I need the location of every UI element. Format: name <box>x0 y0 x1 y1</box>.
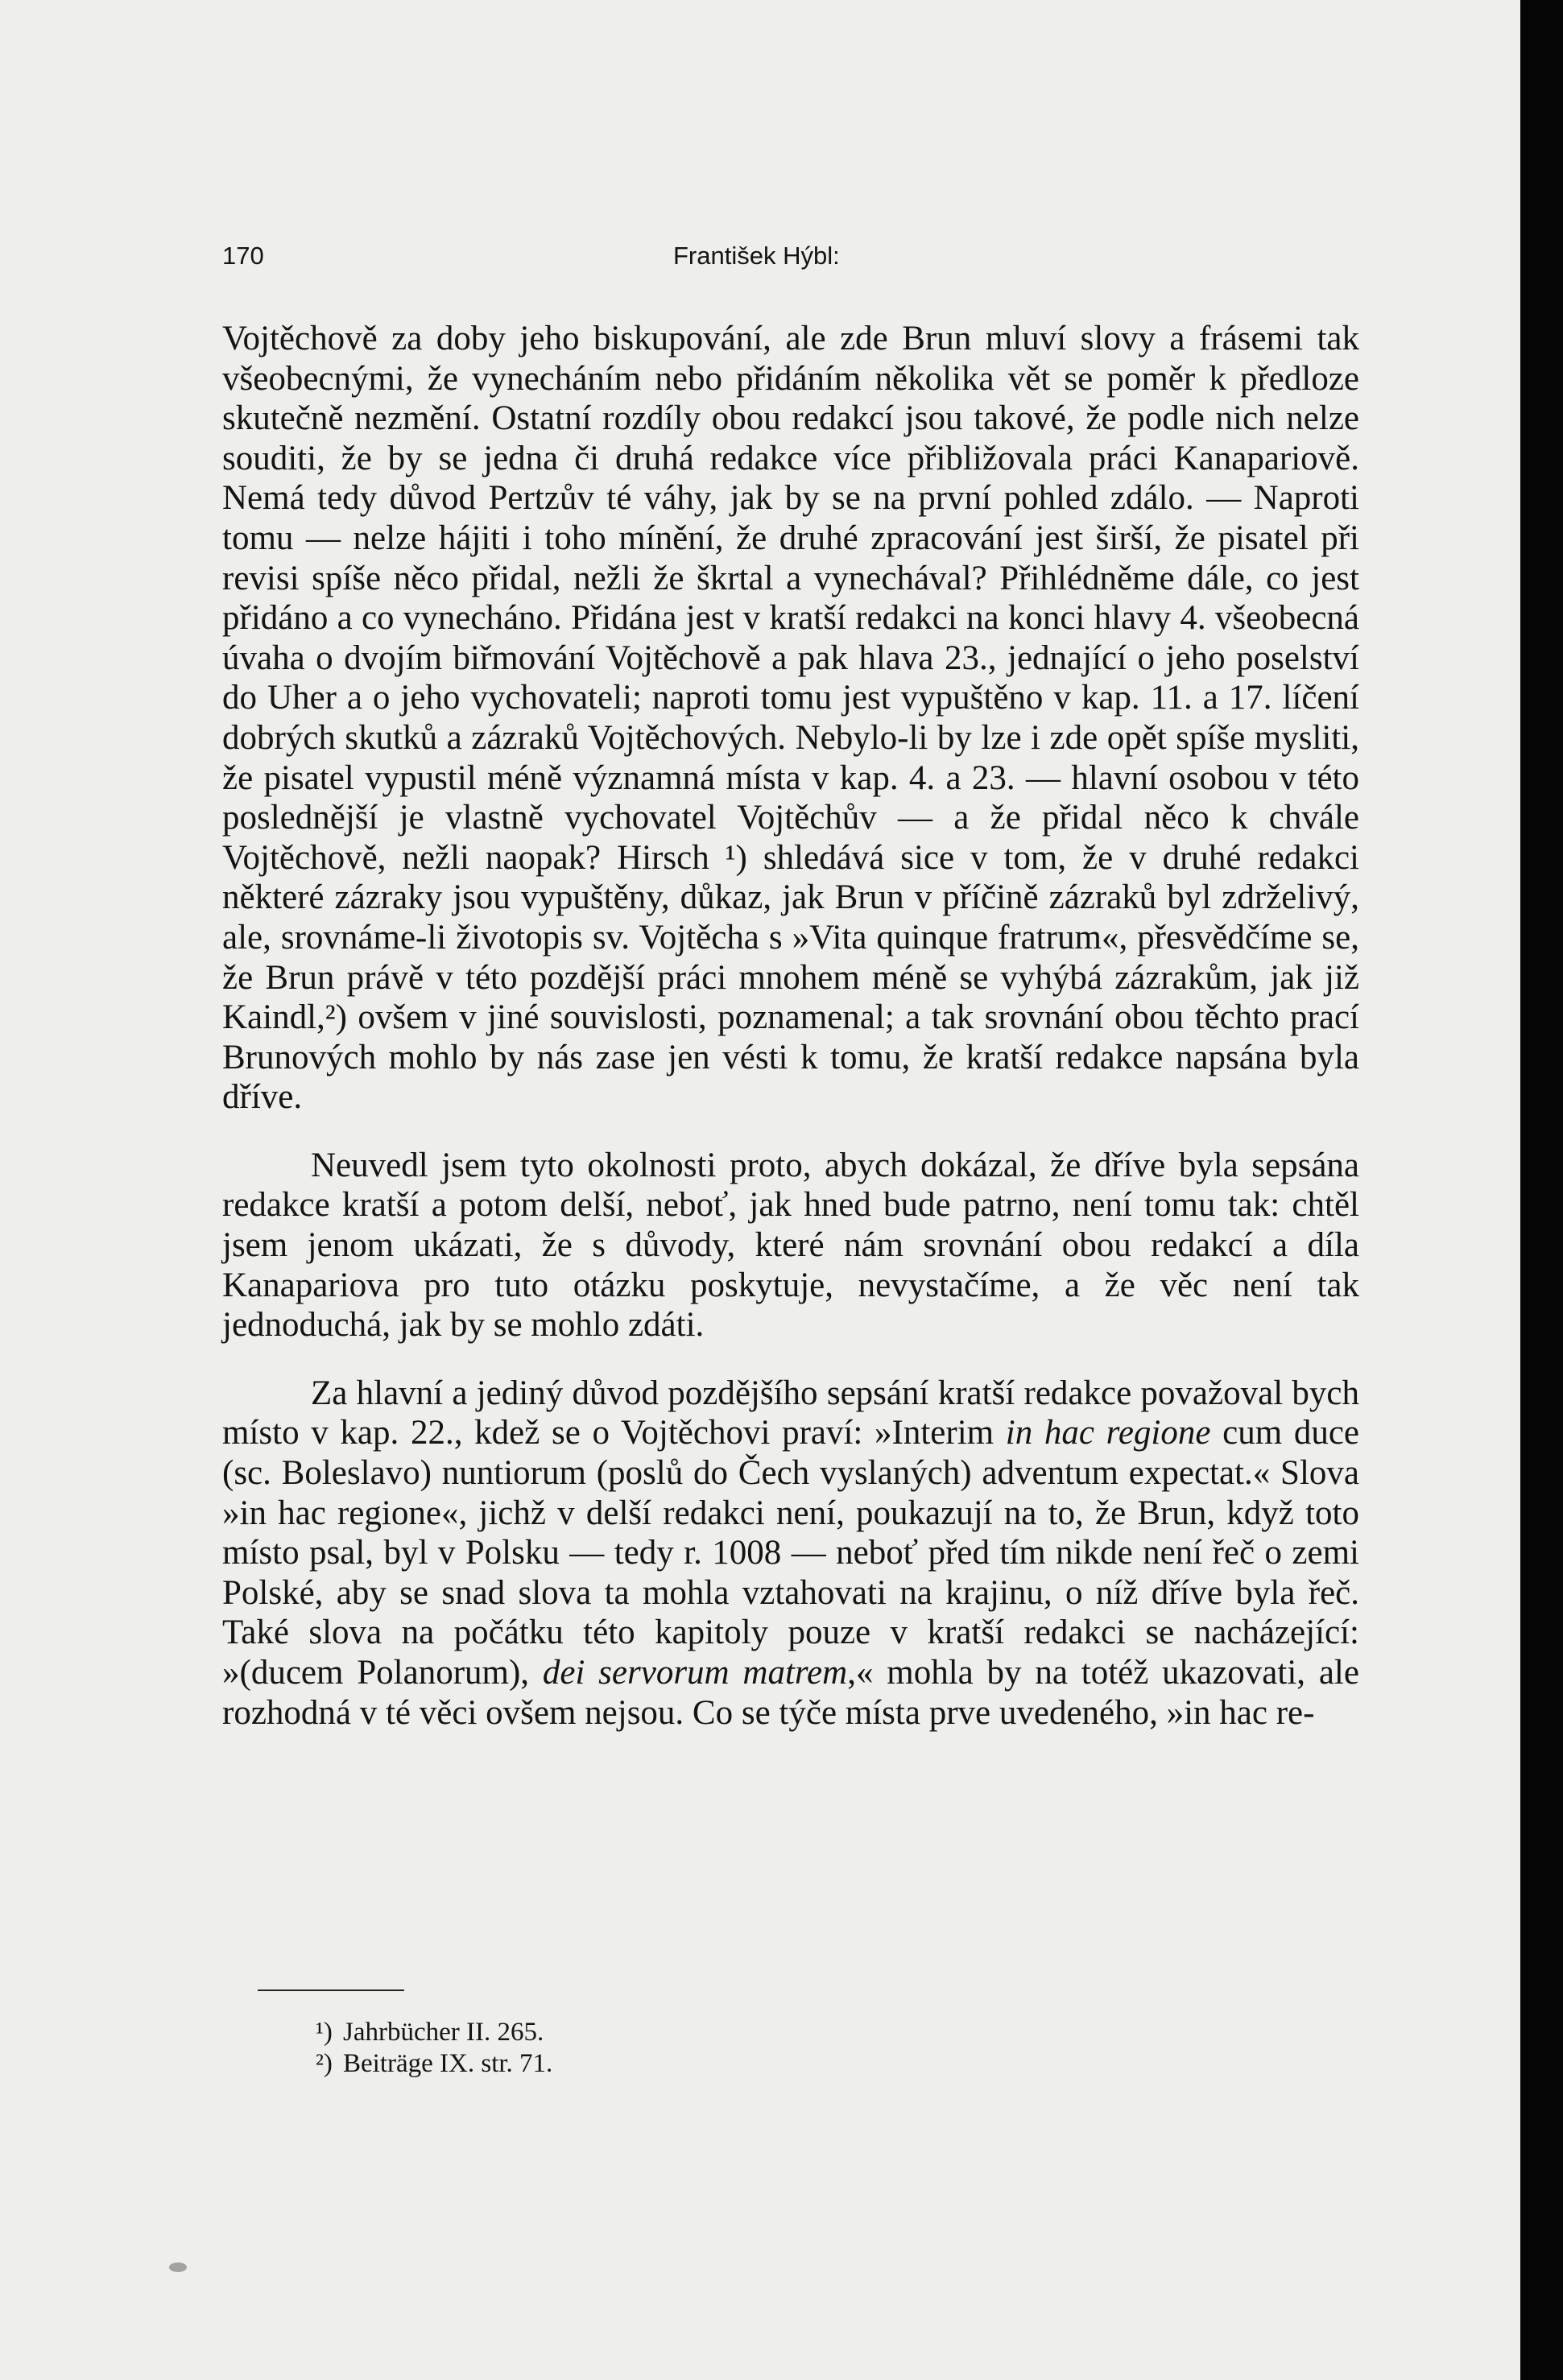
footnote-2 <box>316 2048 552 2080</box>
italic-phrase-2: dei servorum matrem <box>542 1654 848 1692</box>
footnote-text: Beiträge IX. str. 71. <box>343 2049 553 2078</box>
paragraph-1: Vojtěchově za doby jeho biskupování, ale zde Brun mluví slovy a frásemi tak všeobecnými, že vynecháním nebo přidáním několika vět se poměr k předloze skutečně nezmění. Ostatní rozdíly obou redakcí jsou takové, že podle nich nelze souditi, že by se jedna či druhá redakce více přibližovala práci Kanapariově. Nemá tedy důvod Pertzův té váhy, jak by se na první pohled zdálo. — Naproti tomu — nelze hájiti i toho mínění, že druhé zpracování jest širší, že pisatel při revisi spíše něco přidal, nežli že škrtal a vynechával? Přihlédněme dále, co jest přidáno a co vynecháno. Přidána jest v kratší redakci na konci hlavy 4. všeobecná úvaha o dvojím biřmování Vojtěchově a pak hlava 23., jednající o jeho poselství do Uher a o jeho vychovateli; naproti tomu jest vypuštěno v kap. 11. a 17. líčení dobrých skutků a zázraků Vojtěchových. Nebylo-li by lze i zde opět spíše mysliti, že pisatel vypustil méně významná místa v kap. 4. a 23. — hlavní osobou v této poslednější je vlastně vychovatel Vojtěchův — a že přidal něco k chvále Vojtěchově, nežli naopak? Hirsch ¹) shledává sice v tom, že v druhé redakci některé zázraky jsou vypuštěny, důkaz, jak Brun v příčině zázraků byl zdrželivý, ale, srovnáme-li životopis sv. Vojtěcha s »Vita quinque fratrum«, přesvědčíme se, že Brun právě v této pozdější práci mnohem méně se vyhýbá zázrakům, jak již Kaindl,²) ovšem v jiné souvislosti, poznamenal; a tak srovnání obou těchto prací Brunových mohlo by nás zase jen vésti k tomu, že kratší redakce napsána byla dříve. <box>222 320 1359 1117</box>
footnote-divider <box>258 1990 404 1991</box>
paragraph-3-part-2: cum duce (sc. Boleslavo) nuntiorum (poslů do Čech vyslaných) adventum expectat.« Slova »in hac regione«, jichž v delší redakci není, poukazují na to, že Brun, když toto místo psal, byl v Polsku — tedy r. 1008 — neboť před tím nikde není řeč o zemi Polské, aby se snad slova ta mohla vztahovati na krajinu, o níž dříve byla řeč. Také slova na počátku této kapitoly pouze v kratší redakci se nacházející: »(ducem Polanorum), <box>222 1414 1360 1692</box>
scan-edge <box>1520 0 1563 2380</box>
italic-phrase-1: in hac regione <box>1005 1414 1211 1452</box>
footnote-marker: ¹) <box>316 2018 333 2047</box>
page-header <box>222 242 1359 282</box>
footnote-1 <box>316 2017 552 2048</box>
paragraph-3 <box>222 1374 1359 1733</box>
footnotes <box>316 2017 552 2080</box>
running-head: František Hýbl: <box>673 242 840 270</box>
ink-smudge <box>169 2262 187 2272</box>
footnote-marker: ²) <box>316 2049 333 2078</box>
body-text <box>222 319 1359 1733</box>
paragraph-2: Neuvedl jsem tyto okolnosti proto, abych dokázal, že dříve byla sepsána redakce kratší a potom delší, neboť, jak hned bude patrno, není tomu tak: chtěl jsem jenom ukázati, že s důvody, které nám srovnání obou redakcí a díla Kanapariova pro tuto otázku poskytuje, nevystačíme, a že věc není tak jednoduchá, jak by se mohlo zdáti. <box>222 1146 1359 1345</box>
paragraph-3-part-1: Za hlavní a jediný důvod pozdějšího sepsání kratší redakce považoval bych místo v kap. 22., kdež se o Vojtěchovi praví: »Interim <box>222 1374 1359 1452</box>
footnote-text: Jahrbücher II. 265. <box>343 2018 544 2047</box>
paragraph-3-part-3: ,« mohla by na totéž ukazovati, ale rozhodná v té věci ovšem nejsou. Co se týče místa prve uvedeného, »in hac re- <box>222 1654 1359 1732</box>
page-number: 170 <box>222 242 264 270</box>
